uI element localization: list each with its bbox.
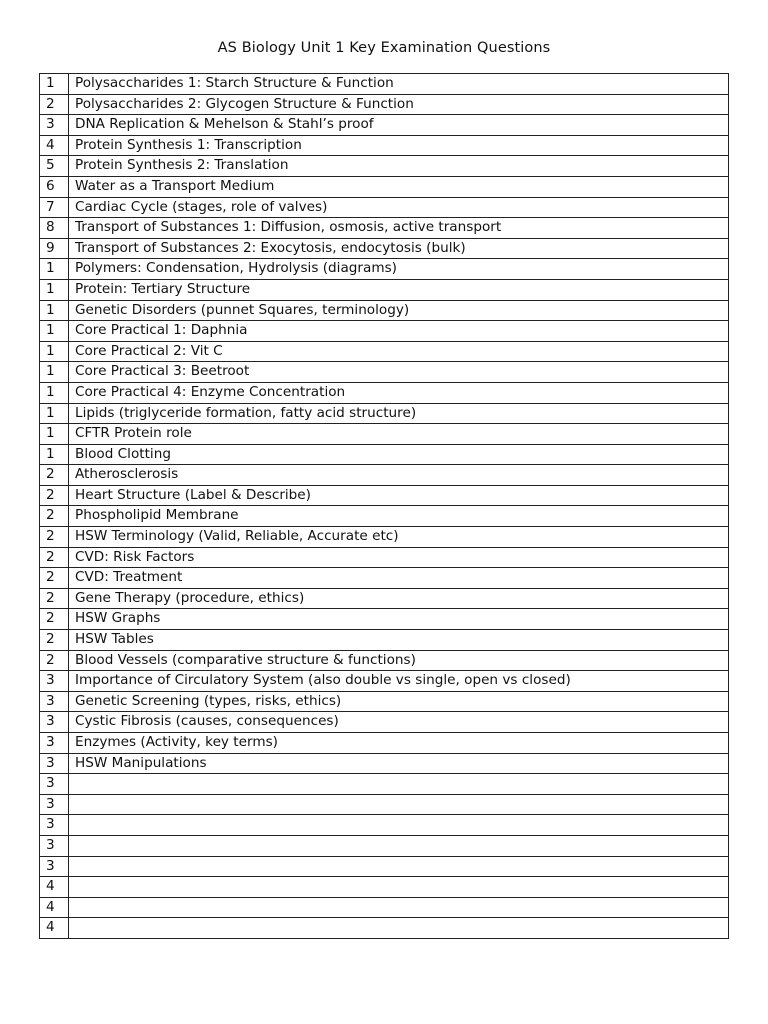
table-row bbox=[40, 568, 729, 589]
table-row bbox=[40, 382, 729, 403]
topic-cell bbox=[69, 877, 729, 898]
table-row bbox=[40, 712, 729, 733]
topic-cell: Polysaccharides 1: Starch Structure & Function bbox=[69, 74, 729, 95]
row-number-cell: 3 bbox=[40, 815, 69, 836]
table-row bbox=[40, 176, 729, 197]
row-number-cell: 9 bbox=[40, 238, 69, 259]
row-number-cell: 3 bbox=[40, 794, 69, 815]
topic-cell: CVD: Treatment bbox=[69, 568, 729, 589]
row-number-cell: 2 bbox=[40, 485, 69, 506]
table-row bbox=[40, 94, 729, 115]
row-number-cell: 4 bbox=[40, 897, 69, 918]
row-number-cell: 8 bbox=[40, 218, 69, 239]
topic-cell bbox=[69, 794, 729, 815]
topic-cell: Genetic Disorders (punnet Squares, terminology) bbox=[69, 300, 729, 321]
topic-cell: Gene Therapy (procedure, ethics) bbox=[69, 588, 729, 609]
row-number-cell: 3 bbox=[40, 774, 69, 795]
table-row bbox=[40, 506, 729, 527]
table-row bbox=[40, 279, 729, 300]
topic-cell: Atherosclerosis bbox=[69, 465, 729, 486]
topic-cell: Genetic Screening (types, risks, ethics) bbox=[69, 691, 729, 712]
table-row bbox=[40, 856, 729, 877]
topic-cell: DNA Replication & Mehelson & Stahl’s proof bbox=[69, 115, 729, 136]
table-row bbox=[40, 547, 729, 568]
page-title: AS Biology Unit 1 Key Examination Questions bbox=[217, 40, 551, 56]
topic-cell: Enzymes (Activity, key terms) bbox=[69, 733, 729, 754]
table-row bbox=[40, 794, 729, 815]
row-number-cell: 3 bbox=[40, 691, 69, 712]
topic-cell bbox=[69, 774, 729, 795]
row-number-cell: 1 bbox=[40, 279, 69, 300]
row-number-cell: 2 bbox=[40, 650, 69, 671]
topic-cell: Blood Vessels (comparative structure & functions) bbox=[69, 650, 729, 671]
table-row bbox=[40, 218, 729, 239]
row-number-cell: 4 bbox=[40, 877, 69, 898]
topic-cell: Core Practical 1: Daphnia bbox=[69, 321, 729, 342]
row-number-cell: 1 bbox=[40, 444, 69, 465]
table-row bbox=[40, 300, 729, 321]
topic-cell bbox=[69, 815, 729, 836]
row-number-cell: 7 bbox=[40, 197, 69, 218]
topic-cell: Phospholipid Membrane bbox=[69, 506, 729, 527]
topic-cell bbox=[69, 835, 729, 856]
topic-cell: CVD: Risk Factors bbox=[69, 547, 729, 568]
row-number-cell: 1 bbox=[40, 382, 69, 403]
row-number-cell: 6 bbox=[40, 176, 69, 197]
table-row bbox=[40, 465, 729, 486]
row-number-cell: 1 bbox=[40, 403, 69, 424]
table-row bbox=[40, 135, 729, 156]
row-number-cell: 1 bbox=[40, 259, 69, 280]
topics-table-body bbox=[40, 74, 729, 939]
topic-cell: Transport of Substances 1: Diffusion, osmosis, active transport bbox=[69, 218, 729, 239]
row-number-cell: 4 bbox=[40, 135, 69, 156]
table-row bbox=[40, 74, 729, 95]
topic-cell bbox=[69, 856, 729, 877]
row-number-cell: 2 bbox=[40, 527, 69, 548]
row-number-cell: 2 bbox=[40, 588, 69, 609]
topic-cell: Transport of Substances 2: Exocytosis, endocytosis (bulk) bbox=[69, 238, 729, 259]
row-number-cell: 2 bbox=[40, 465, 69, 486]
table-row bbox=[40, 321, 729, 342]
topic-cell: HSW Tables bbox=[69, 630, 729, 651]
table-row bbox=[40, 403, 729, 424]
table-row bbox=[40, 424, 729, 445]
row-number-cell: 2 bbox=[40, 630, 69, 651]
row-number-cell: 3 bbox=[40, 712, 69, 733]
topic-cell bbox=[69, 918, 729, 939]
row-number-cell: 2 bbox=[40, 547, 69, 568]
topic-cell: Polymers: Condensation, Hydrolysis (diagrams) bbox=[69, 259, 729, 280]
table-row bbox=[40, 753, 729, 774]
row-number-cell: 5 bbox=[40, 156, 69, 177]
table-row bbox=[40, 671, 729, 692]
table-row bbox=[40, 774, 729, 795]
row-number-cell: 3 bbox=[40, 753, 69, 774]
table-row bbox=[40, 197, 729, 218]
row-number-cell: 3 bbox=[40, 115, 69, 136]
table-row bbox=[40, 877, 729, 898]
table-row bbox=[40, 691, 729, 712]
table-row bbox=[40, 444, 729, 465]
topic-cell: Core Practical 4: Enzyme Concentration bbox=[69, 382, 729, 403]
table-row bbox=[40, 815, 729, 836]
topic-cell: Blood Clotting bbox=[69, 444, 729, 465]
row-number-cell: 1 bbox=[40, 300, 69, 321]
table-row bbox=[40, 259, 729, 280]
topic-cell: Water as a Transport Medium bbox=[69, 176, 729, 197]
topic-cell: Polysaccharides 2: Glycogen Structure & Function bbox=[69, 94, 729, 115]
table-row bbox=[40, 588, 729, 609]
row-number-cell: 3 bbox=[40, 835, 69, 856]
row-number-cell: 3 bbox=[40, 856, 69, 877]
topic-cell: Protein Synthesis 1: Transcription bbox=[69, 135, 729, 156]
topic-cell bbox=[69, 897, 729, 918]
table-row bbox=[40, 238, 729, 259]
table-row bbox=[40, 485, 729, 506]
row-number-cell: 4 bbox=[40, 918, 69, 939]
topic-cell: HSW Manipulations bbox=[69, 753, 729, 774]
row-number-cell: 2 bbox=[40, 94, 69, 115]
table-row bbox=[40, 650, 729, 671]
table-row bbox=[40, 897, 729, 918]
topic-cell: Cardiac Cycle (stages, role of valves) bbox=[69, 197, 729, 218]
table-row bbox=[40, 115, 729, 136]
row-number-cell: 1 bbox=[40, 321, 69, 342]
table-row bbox=[40, 609, 729, 630]
row-number-cell: 2 bbox=[40, 506, 69, 527]
table-row bbox=[40, 630, 729, 651]
row-number-cell: 2 bbox=[40, 568, 69, 589]
topic-cell: HSW Terminology (Valid, Reliable, Accurate etc) bbox=[69, 527, 729, 548]
table-row bbox=[40, 527, 729, 548]
topic-cell: Lipids (triglyceride formation, fatty acid structure) bbox=[69, 403, 729, 424]
topic-cell: Protein Synthesis 2: Translation bbox=[69, 156, 729, 177]
topic-cell: HSW Graphs bbox=[69, 609, 729, 630]
row-number-cell: 3 bbox=[40, 733, 69, 754]
table-row bbox=[40, 362, 729, 383]
row-number-cell: 3 bbox=[40, 671, 69, 692]
table-row bbox=[40, 918, 729, 939]
row-number-cell: 1 bbox=[40, 362, 69, 383]
topic-cell: CFTR Protein role bbox=[69, 424, 729, 445]
row-number-cell: 1 bbox=[40, 424, 69, 445]
topics-table bbox=[39, 73, 729, 939]
table-row bbox=[40, 835, 729, 856]
topic-cell: Heart Structure (Label & Describe) bbox=[69, 485, 729, 506]
topic-cell: Protein: Tertiary Structure bbox=[69, 279, 729, 300]
topic-cell: Core Practical 3: Beetroot bbox=[69, 362, 729, 383]
topic-cell: Importance of Circulatory System (also double vs single, open vs closed) bbox=[69, 671, 729, 692]
row-number-cell: 1 bbox=[40, 341, 69, 362]
table-row bbox=[40, 733, 729, 754]
row-number-cell: 1 bbox=[40, 74, 69, 95]
topic-cell: Cystic Fibrosis (causes, consequences) bbox=[69, 712, 729, 733]
table-row bbox=[40, 156, 729, 177]
row-number-cell: 2 bbox=[40, 609, 69, 630]
topic-cell: Core Practical 2: Vit C bbox=[69, 341, 729, 362]
table-row bbox=[40, 341, 729, 362]
